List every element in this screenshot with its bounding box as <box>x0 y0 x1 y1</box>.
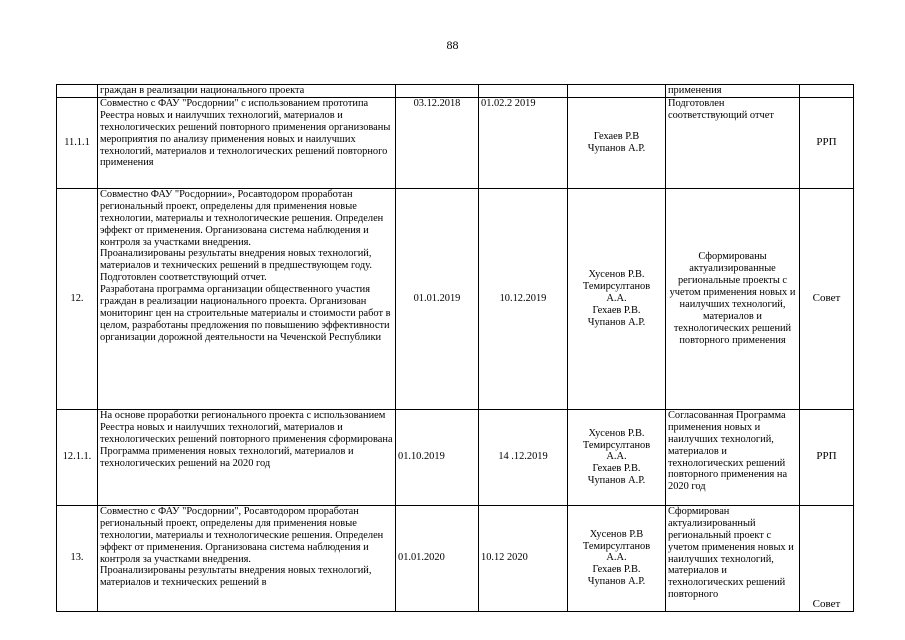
row-responsible <box>800 85 854 98</box>
row-description: Совместно с ФАУ "Росдорнии", Росавтодором проработан региональный проект, определены для применения новые технологии, материалы и технологические решения. Определен эффект от применения. Организована система наблюдения и контроля за участками внедрения. Проанализированы результаты внедрения новых технологий, материалов и технических решений в <box>98 505 396 611</box>
row-start-date <box>396 85 479 98</box>
row-responsible: РРП <box>800 97 854 188</box>
table-row <box>57 85 854 98</box>
row-number: 12.1.1. <box>57 409 98 505</box>
row-result: Согласованная Программа применения новых и наилучших технологий, материалов и технологических решений повторного применения на 2020 год <box>666 409 800 505</box>
row-start-date: 01.01.2020 <box>396 505 479 611</box>
row-start-date: 01.01.2019 <box>396 188 479 409</box>
row-end-date: 10.12.2019 <box>479 188 568 409</box>
row-executors: Хусенов Р.В. Темирсултанов А.А. Гехаев Р.В. Чупанов А.Р. <box>568 188 666 409</box>
row-end-date: 14 .12.2019 <box>479 409 568 505</box>
row-start-date: 03.12.2018 <box>396 97 479 188</box>
row-executors <box>568 85 666 98</box>
row-result: применения <box>666 85 800 98</box>
table-row <box>57 97 854 188</box>
row-result: Подготовлен соответствующий отчет <box>666 97 800 188</box>
plan-table <box>56 84 854 612</box>
row-executors: Хусенов Р.В. Темирсултанов А.А. Гехаев Р.В. Чупанов А.Р. <box>568 409 666 505</box>
row-description: граждан в реализации национального проекта <box>98 85 396 98</box>
row-number: 12. <box>57 188 98 409</box>
row-end-date: 10.12 2020 <box>479 505 568 611</box>
row-responsible: Совет <box>800 505 854 611</box>
row-responsible: Совет <box>800 188 854 409</box>
row-end-date <box>479 85 568 98</box>
row-end-date: 01.02.2 2019 <box>479 97 568 188</box>
row-description: Совместно с ФАУ "Росдорнии" с использованием прототипа Реестра новых и наилучших технологий, материалов и технологических решений повторного применения организованы мероприятия по анализу применения новых и наилучших технологий, материалов и технологических решений повторного применения <box>98 97 396 188</box>
row-responsible: РРП <box>800 409 854 505</box>
row-description: На основе проработки регионального проекта с использованием Реестра новых и наилучших технологий, материалов и технологических решений повторного применения сформирована Программа применения новых технологий, материалов и технологических решений на 2020 год <box>98 409 396 505</box>
row-number: 11.1.1 <box>57 97 98 188</box>
table-row <box>57 188 854 409</box>
row-result: Сформирован актуализированный региональный проект с учетом применения новых и наилучших технологий, материалов и технологических решений повторного <box>666 505 800 611</box>
row-executors: Хусенов Р.В Темирсултанов А.А. Гехаев Р.В. Чупанов А.Р. <box>568 505 666 611</box>
row-number <box>57 85 98 98</box>
row-executors: Гехаев Р.В Чупанов А.Р. <box>568 97 666 188</box>
table-row <box>57 409 854 505</box>
page-number: 88 <box>446 38 459 52</box>
row-start-date: 01.10.2019 <box>396 409 479 505</box>
table-row <box>57 505 854 611</box>
row-description: Совместно ФАУ "Росдорнии», Росавтодором проработан региональный проект, определены для применения новые технологии, материалы и технологические решения. Определен эффект от применения. Организована система наблюдения и контроля за участками внедрения. Проанализированы результаты внедрения новых технологий, материалов и технических решений в предшествующем году. Подготовлен соответствующий отчет. Разработана программа организации общественного участия граждан в реализации национального проекта. Организован мониторинг цен на строительные материалы и стоимости работ в целом, разработаны предложения по повышению эффективности организации дорожной деятельности на Чеченской Республики <box>98 188 396 409</box>
row-number: 13. <box>57 505 98 611</box>
row-result: Сформированы актуализированные региональные проекты с учетом применения новых и наилучших технологий, материалов и технологических решений повторного применения <box>666 188 800 409</box>
